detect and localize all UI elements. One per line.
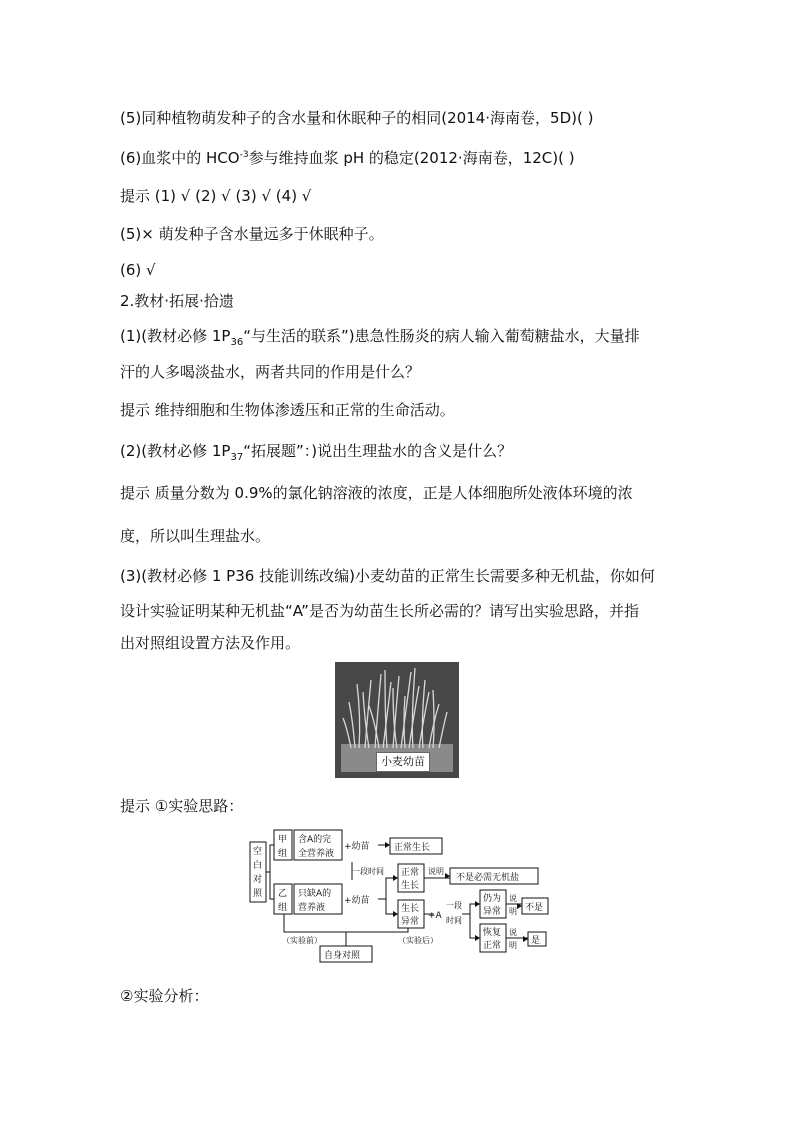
jia-char-1: 甲 [278,835,288,845]
period2-line-2: 时间 [446,916,462,925]
answer-question-2-line-2: 度，所以叫生理盐水。 [120,527,271,545]
normal-growth-label: 正常生长 [394,843,431,853]
yi-char-1: 乙 [278,889,288,899]
blank-char-2: 白 [253,861,263,871]
yi-plus-seedling: +幼苗 [344,896,370,906]
explain-v1-1: 说 [509,894,517,903]
experiment-flow-diagram [248,828,558,966]
line-q6 [120,148,575,171]
period-label: 一段时间 [352,867,384,876]
q6-text-a: (6)血浆中的 HCO [120,149,240,167]
q6-text-b: 参与维持血浆 pH 的稳定(2012·海南卷，12C)( ) [248,149,575,167]
explain-v2-1: 说 [509,928,517,937]
answer-5: (5)× 萌发种子含水量远多于休眠种子。 [120,225,384,243]
q1-subscript: 36 [230,337,244,348]
explain-label: 说明 [428,867,444,876]
q2-subscript: 37 [230,452,244,463]
normal-line-2: 生长 [401,881,420,891]
question-1-line-1 [120,326,640,349]
jia-plus-seedling: +幼苗 [344,842,370,852]
recovered-line-1: 恢复 [483,928,502,938]
explain-v2-2: 明 [509,941,517,950]
q2-text-b: “拓展题”：)说出生理盐水的含义是什么？ [243,442,513,460]
not-required-label: 不是必需无机盐 [456,873,520,883]
answer-question-1: 提示 维持细胞和生物体渗透压和正常的生命活动。 [120,401,455,419]
line-q5: (5)同种植物萌发种子的含水量和休眠种子的相同(2014·海南卷，5D)( ) [120,109,594,127]
question-3-line-2: 设计实验证明某种无机盐“A”是否为幼苗生长所必需的？请写出实验思路，并指 [120,602,639,620]
no-label: 不是 [525,903,544,913]
still-abnormal-line-2: 异常 [483,907,502,917]
q6-superscript: -3 [239,150,249,160]
q2-text-a: (2)(教材必修 1P [120,442,231,460]
yes-label: 是 [531,936,541,946]
photo-caption: 小麦幼苗 [376,752,430,772]
still-abnormal-line-1: 仍为 [483,894,502,904]
yi-solution-line-2: 营养液 [298,903,326,913]
question-3-line-3: 出对照组设置方法及作用。 [120,634,301,652]
answer-question-2-line-1: 提示 质量分数为 0.9%的氯化钠溶液的浓度，正是人体细胞所处液体环境的浓 [120,484,633,502]
before-label: （实验前） [282,936,322,945]
abnormal-line-2: 异常 [401,917,420,927]
blank-char-3: 对 [253,875,263,885]
blank-char-1: 空 [253,847,263,857]
blank-char-4: 照 [253,889,263,899]
plus-a-label: +A [428,911,442,921]
experiment-analysis-heading: ②实验分析： [120,987,209,1005]
question-3-line-1: (3)(教材必修 1 P36 技能训练改编)小麦幼苗的正常生长需要多种无机盐，你如何 [120,567,655,585]
answer-6: (6) √ [120,261,156,279]
abnormal-line-1: 生长 [401,904,420,914]
jia-solution-line-2: 全营养液 [298,849,335,859]
self-control-label: 自身对照 [324,951,361,961]
section-2-heading: 2.教材·拓展·拾遗 [120,292,234,310]
jia-solution-line-1: 含A的完 [298,835,332,845]
q1-text-b: “与生活的联系”)患急性肠炎的病人输入葡萄糖盐水，大量排 [243,327,640,345]
after-label: （实验后） [398,936,438,945]
jia-char-2: 组 [278,849,288,859]
question-2 [120,441,512,464]
period2-line-1: 一段 [446,901,462,910]
q1-text-a: (1)(教材必修 1P [120,327,231,345]
explain-v1-2: 明 [509,907,517,916]
hint-answers-1-4: 提示 (1) √ (2) √ (3) √ (4) √ [120,187,312,205]
yi-solution-line-1: 只缺A的 [298,889,332,899]
recovered-line-2: 正常 [483,941,502,951]
yi-char-2: 组 [278,903,288,913]
question-1-line-2: 汗的人多喝淡盐水，两者共同的作用是什么？ [120,363,421,381]
normal-line-1: 正常 [401,868,420,878]
hint-question-3: 提示 ①实验思路： [120,797,244,815]
